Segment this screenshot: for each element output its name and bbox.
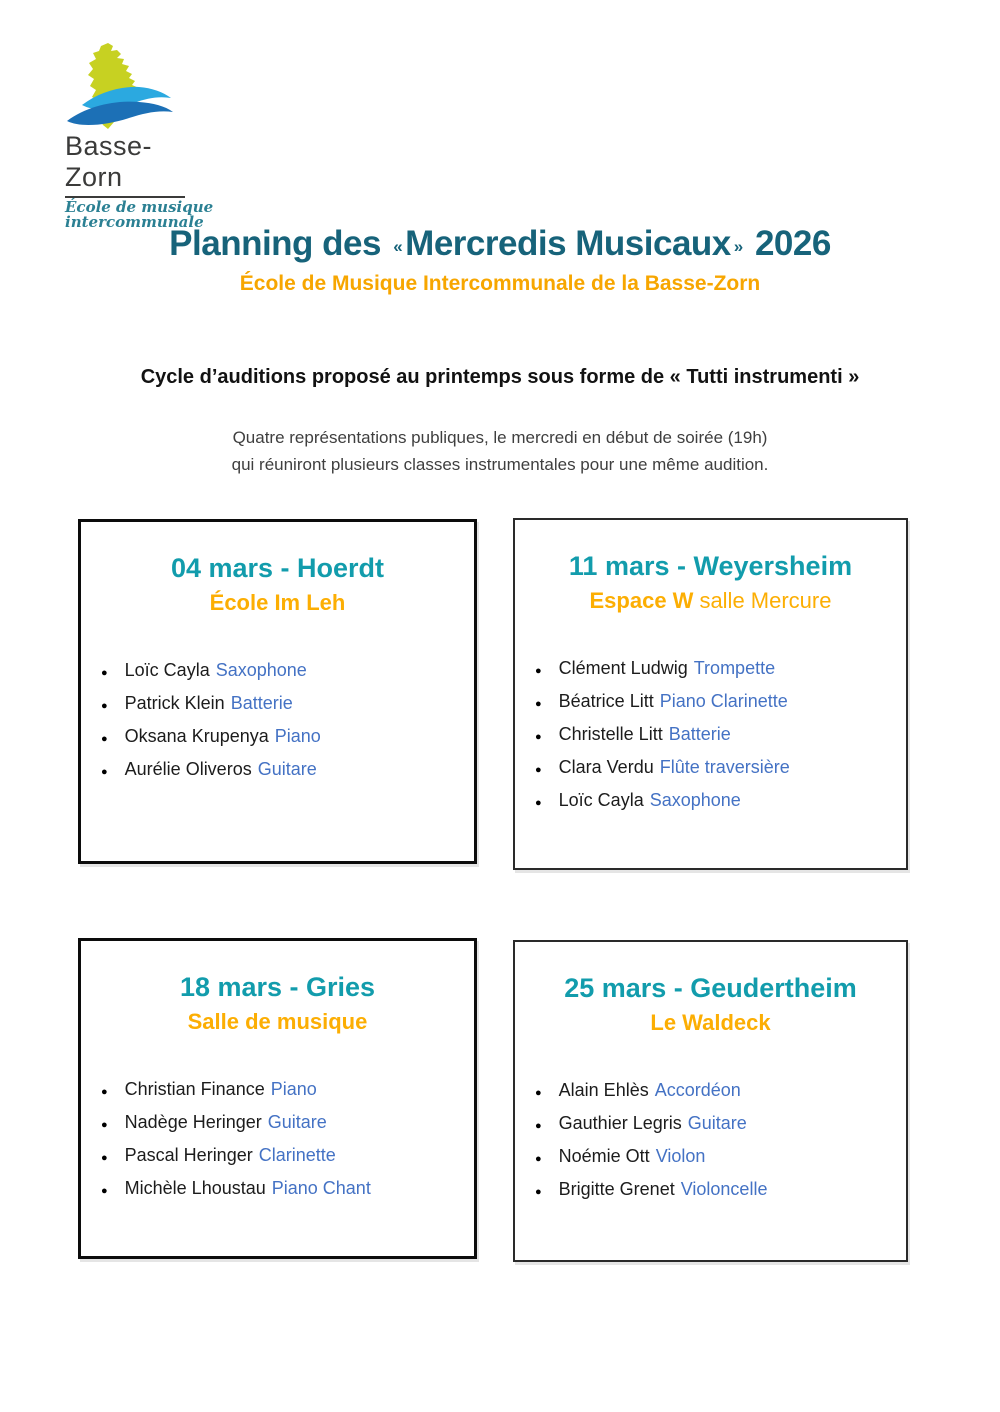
- participant-name: Oksana Krupenya: [124, 726, 269, 746]
- participant-instrument: Piano: [270, 1079, 317, 1099]
- participant-instrument: Batterie: [230, 693, 293, 713]
- participant-row: [515, 1114, 906, 1135]
- page-title: [0, 224, 1000, 264]
- participant-name: Patrick Klein: [124, 693, 225, 713]
- participant-list: [81, 661, 474, 781]
- event-venue: [515, 1010, 906, 1036]
- participant-row: [515, 791, 906, 812]
- logo-tagline-line1: École de musique: [65, 198, 214, 216]
- bullet-icon: ●: [101, 1185, 108, 1197]
- bullet-icon: ●: [101, 1152, 108, 1164]
- participant-instrument: Batterie: [668, 724, 731, 744]
- basse-zorn-logo: [65, 42, 265, 230]
- logo-name: Basse-Zorn: [65, 131, 185, 198]
- bullet-icon: ●: [535, 665, 542, 677]
- participant-name: Pascal Heringer: [124, 1145, 253, 1165]
- participant-row: [81, 760, 474, 781]
- participant-instrument: Piano Clarinette: [659, 691, 788, 711]
- participant-row: [81, 727, 474, 748]
- bullet-icon: ●: [535, 698, 542, 710]
- event-date-title: 11 mars - Weyersheim: [568, 551, 853, 581]
- participant-instrument: Saxophone: [215, 660, 307, 680]
- venue-bold: École Im Leh: [209, 590, 346, 615]
- intro-paragraph: [0, 424, 1000, 478]
- participant-instrument: Piano: [274, 726, 321, 746]
- participant-row: [81, 1080, 474, 1101]
- participant-name: Nadège Heringer: [124, 1112, 262, 1132]
- participant-row: [81, 661, 474, 682]
- bullet-icon: ●: [101, 667, 108, 679]
- event-card-geudertheim: [513, 940, 908, 1262]
- event-card-gries: [78, 938, 477, 1259]
- bullet-icon: ●: [535, 1087, 542, 1099]
- participant-instrument: Flûte traversière: [659, 757, 790, 777]
- bullet-icon: ●: [101, 766, 108, 778]
- bullet-icon: ●: [101, 1086, 108, 1098]
- page-subtitle: École de Musique Intercommunale de la Basse-Zorn: [239, 272, 761, 295]
- bullet-icon: ●: [101, 700, 108, 712]
- participant-row: [515, 1081, 906, 1102]
- participant-row: [81, 694, 474, 715]
- logo-tagline-line2: intercommunale: [65, 213, 204, 231]
- bullet-icon: ●: [535, 797, 542, 809]
- participant-list: [81, 1080, 474, 1200]
- intro-line2: qui réuniront plusieurs classes instrumentales pour une même audition.: [231, 455, 769, 474]
- participant-row: [515, 725, 906, 746]
- venue-bold: Salle de musique: [187, 1009, 368, 1034]
- participant-row: [81, 1113, 474, 1134]
- participant-name: Béatrice Litt: [558, 691, 654, 711]
- participant-instrument: Violon: [655, 1146, 706, 1166]
- participant-name: Aurélie Oliveros: [124, 759, 252, 779]
- participant-name: Alain Ehlès: [558, 1080, 649, 1100]
- participant-name: Clément Ludwig: [558, 658, 688, 678]
- bullet-icon: ●: [535, 1120, 542, 1132]
- participant-list: [515, 659, 906, 812]
- participant-row: [515, 1180, 906, 1201]
- participant-instrument: Trompette: [693, 658, 776, 678]
- participant-row: [81, 1179, 474, 1200]
- open-guillemet: «: [393, 237, 403, 256]
- title-prefix: Planning des: [169, 224, 381, 263]
- participant-name: Christelle Litt: [558, 724, 663, 744]
- intro-line1: Quatre représentations publiques, le mercredi en début de soirée (19h): [232, 428, 768, 447]
- participant-name: Noémie Ott: [558, 1146, 650, 1166]
- venue-bold: Le Waldeck: [650, 1010, 771, 1035]
- participant-name: Loïc Cayla: [124, 660, 210, 680]
- participant-instrument: Guitare: [687, 1113, 747, 1133]
- participant-instrument: Clarinette: [258, 1145, 336, 1165]
- bullet-icon: ●: [535, 1153, 542, 1165]
- event-venue: [81, 1009, 474, 1035]
- bullet-icon: ●: [535, 764, 542, 776]
- participant-name: Michèle Lhoustau: [124, 1178, 266, 1198]
- participant-instrument: Guitare: [267, 1112, 327, 1132]
- participant-row: [515, 692, 906, 713]
- participant-row: [515, 758, 906, 779]
- participant-instrument: Saxophone: [649, 790, 741, 810]
- event-venue: [81, 590, 474, 616]
- event-card-weyersheim: [513, 518, 908, 870]
- participant-list: [515, 1081, 906, 1201]
- bullet-icon: ●: [535, 731, 542, 743]
- event-date-title: 25 mars - Geudertheim: [564, 973, 857, 1003]
- participant-row: [515, 1147, 906, 1168]
- participant-instrument: Violoncelle: [680, 1179, 768, 1199]
- participant-instrument: Guitare: [257, 759, 317, 779]
- participant-name: Loïc Cayla: [558, 790, 644, 810]
- participant-instrument: Accordéon: [654, 1080, 741, 1100]
- venue-regular: salle Mercure: [699, 588, 832, 613]
- event-venue: [515, 588, 906, 614]
- bullet-icon: ●: [101, 1119, 108, 1131]
- bullet-icon: ●: [101, 733, 108, 745]
- participant-row: [515, 659, 906, 680]
- event-card-hoerdt: [78, 519, 477, 864]
- participant-name: Gauthier Legris: [558, 1113, 682, 1133]
- venue-bold: Espace W: [589, 588, 694, 613]
- event-date-title: 18 mars - Gries: [179, 972, 376, 1002]
- basse-zorn-map-waves-icon: [65, 42, 183, 130]
- intro-heading: Cycle d’auditions proposé au printemps sous forme de « Tutti instrumenti »: [140, 366, 860, 388]
- participant-name: Clara Verdu: [558, 757, 654, 777]
- participant-name: Brigitte Grenet: [558, 1179, 675, 1199]
- title-year: 2026: [754, 224, 831, 263]
- close-guillemet: »: [733, 237, 743, 256]
- participant-name: Christian Finance: [124, 1079, 265, 1099]
- bullet-icon: ●: [535, 1186, 542, 1198]
- participant-row: [81, 1146, 474, 1167]
- participant-instrument: Piano Chant: [271, 1178, 371, 1198]
- event-date-title: 04 mars - Hoerdt: [170, 553, 385, 583]
- title-quoted: Mercredis Musicaux: [405, 224, 731, 263]
